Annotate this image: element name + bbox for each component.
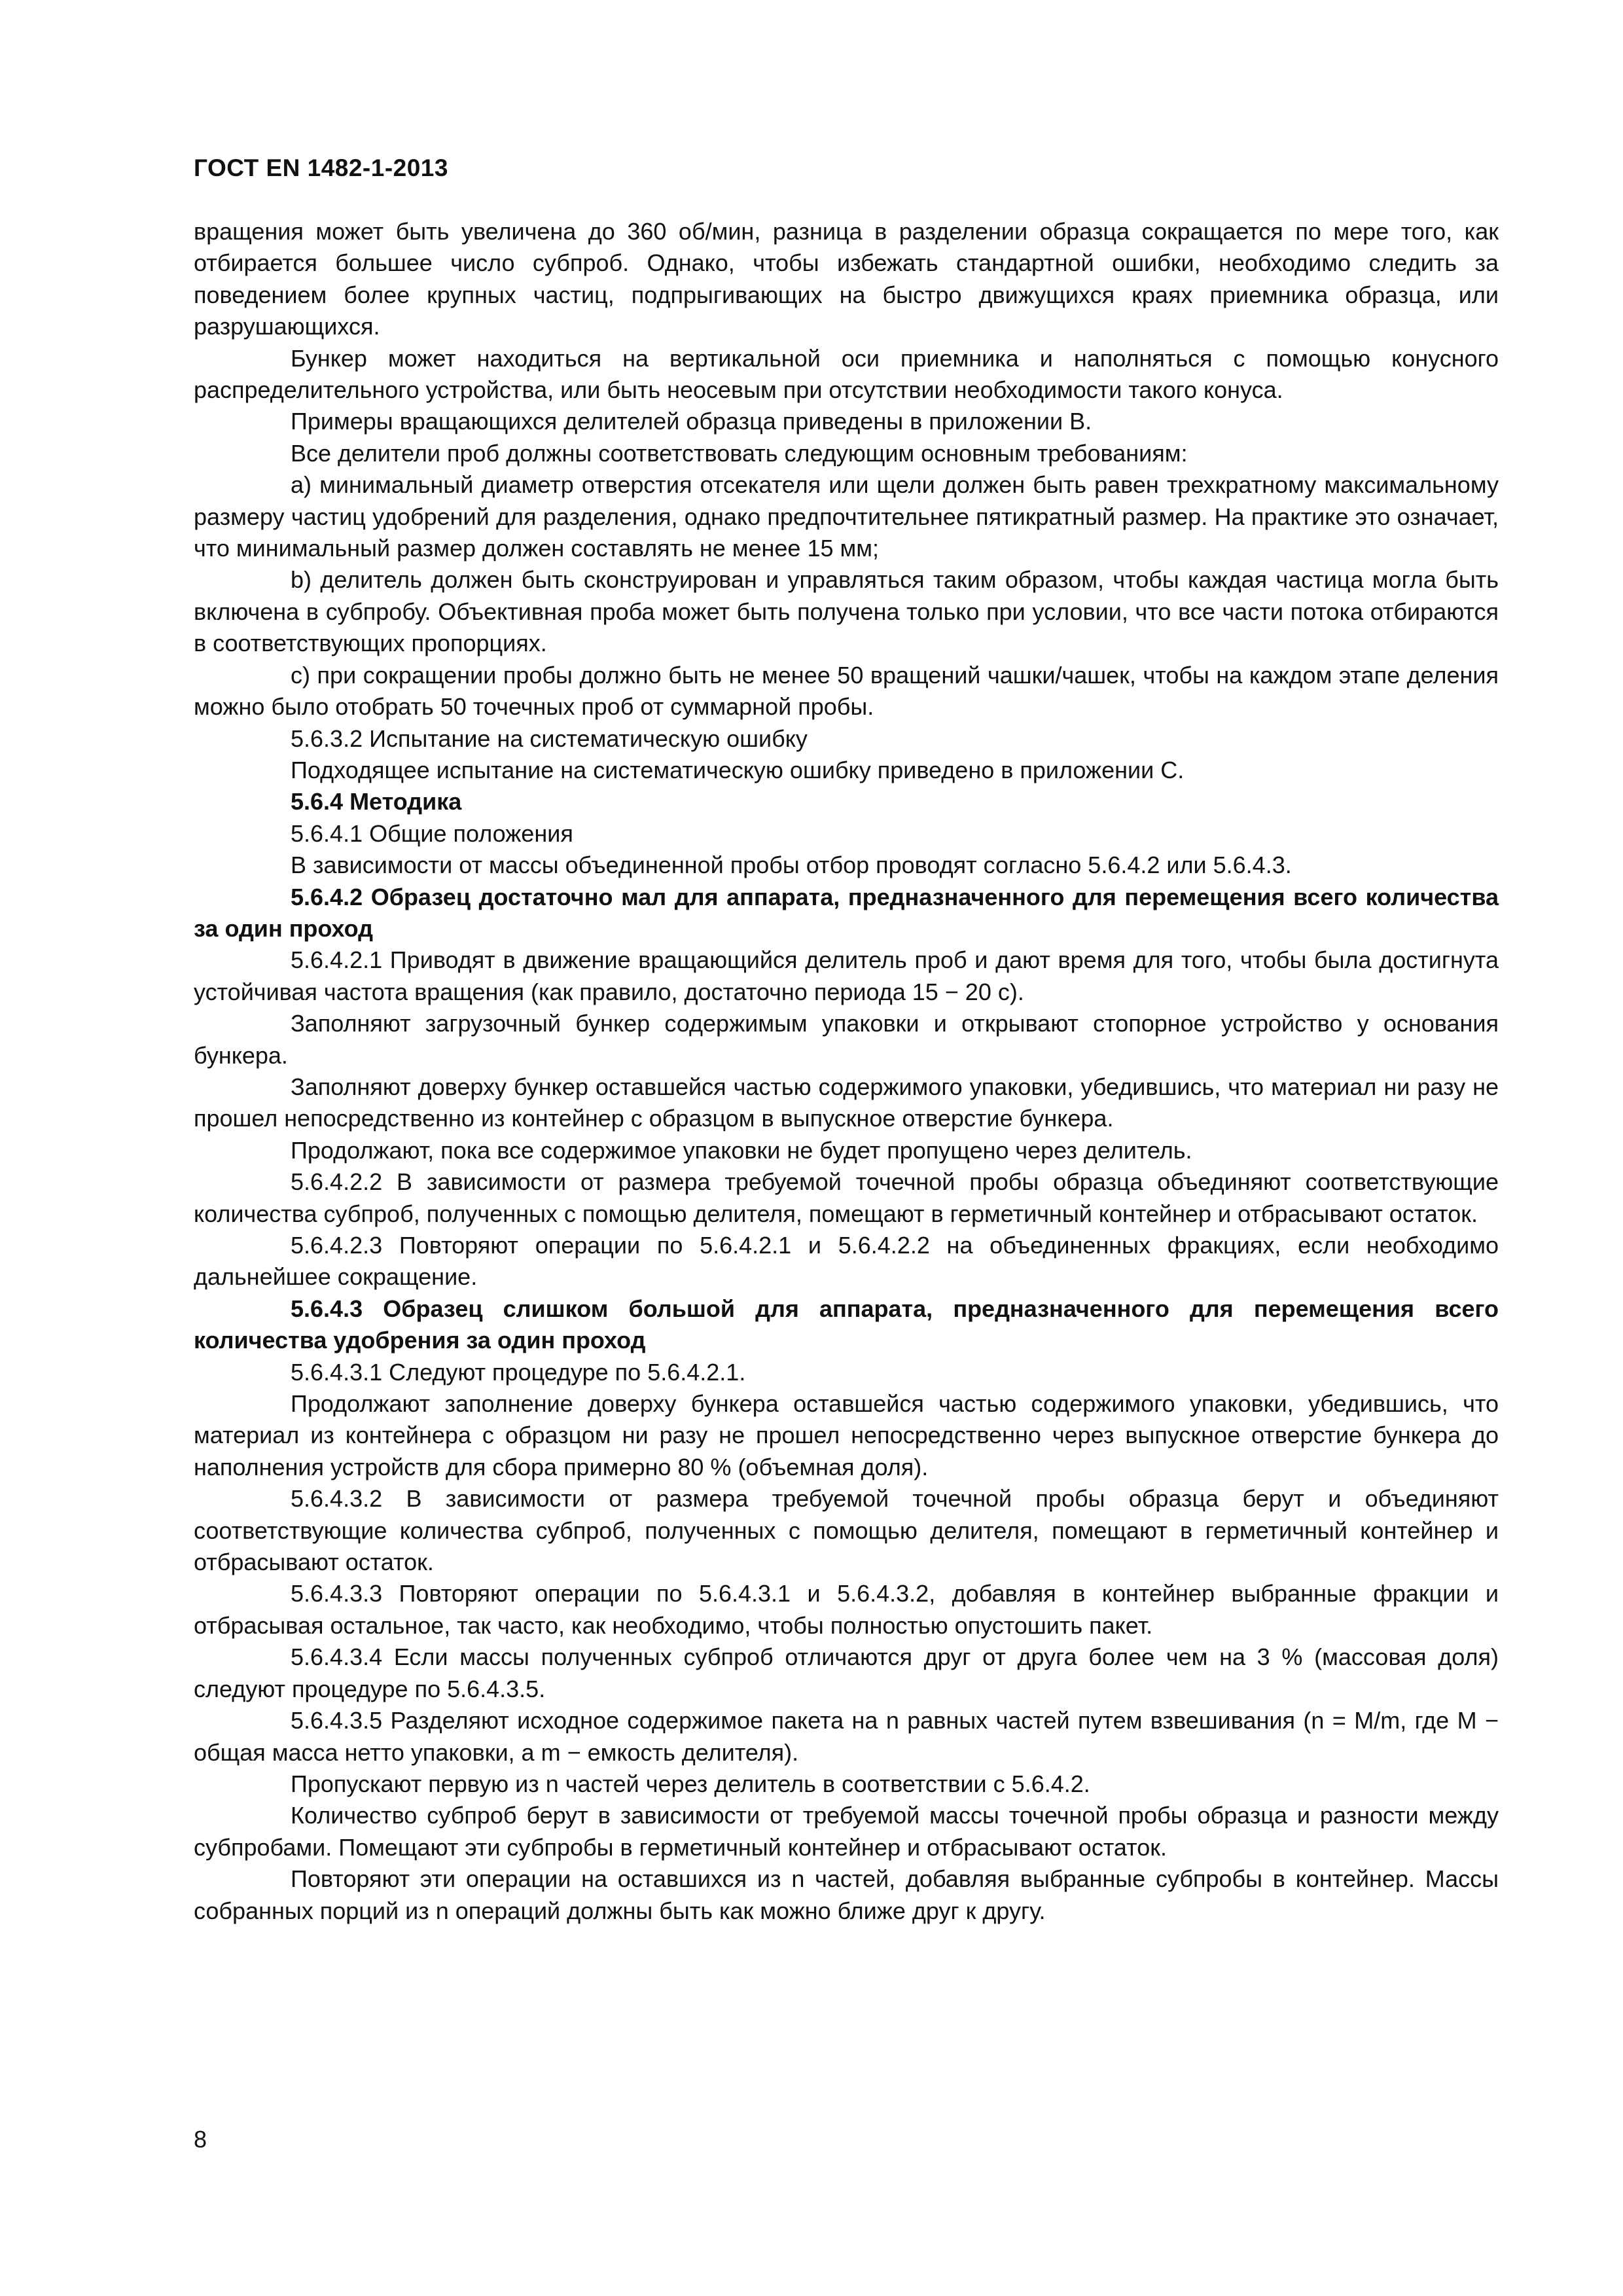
- paragraph: Количество субпроб берут в зависимости от требуемой массы точечной пробы образца и разности между субпробами. Помещают эти субпробы в герметичный контейнер и отбрасывают остаток.: [194, 1802, 1499, 1861]
- paragraph: Примеры вращающихся делителей образца приведены в приложении В.: [291, 408, 1092, 435]
- paragraph: Продолжают заполнение доверху бункера оставшейся частью содержимого упаковки, убедившись, что материал из контейнера с образцом ни разу не прошел непосредственно через выпускное отверстие бункера до наполнения устройств для сбора примерно 80 % (объемная доля).: [194, 1390, 1499, 1480]
- paragraph: Повторяют эти операции на оставшихся из n частей, добавляя выбранные субпробы в контейнер. Массы собранных порций из n операций должны быть как можно ближе друг к другу.: [194, 1865, 1499, 1924]
- paragraph: Все делители проб должны соответствовать следующим основным требованиям:: [291, 439, 1188, 467]
- section-heading: 5.6.4.3 Образец слишком большой для аппарата, предназначенного для перемещения всего количества удобрения за один проход: [194, 1295, 1499, 1354]
- body-text: [194, 216, 1499, 1927]
- paragraph: Продолжают, пока все содержимое упаковки не будет пропущено через делитель.: [291, 1136, 1192, 1164]
- paragraph: с) при сокращении пробы должно быть не менее 50 вращений чашки/чашек, чтобы на каждом этапе деления можно было отобрать 50 точечных проб от суммарной пробы.: [194, 661, 1499, 721]
- paragraph: 5.6.4.3.3 Повторяют операции по 5.6.4.3.1 и 5.6.4.3.2, добавляя в контейнер выбранные фракции и отбрасывая остальное, так часто, как необходимо, чтобы полностью опустошить пакет.: [194, 1580, 1499, 1639]
- paragraph: В зависимости от массы объединенной пробы отбор проводят согласно 5.6.4.2 или 5.6.4.3.: [291, 852, 1292, 879]
- paragraph: Пропускают первую из n частей через делитель в соответствии с 5.6.4.2.: [291, 1770, 1090, 1797]
- paragraph: 5.6.3.2 Испытание на систематическую ошибку: [291, 725, 808, 752]
- section-heading: 5.6.4.2 Образец достаточно мал для аппарата, предназначенного для перемещения всего количества за один проход: [194, 883, 1499, 942]
- document-code-header: ГОСТ EN 1482-1-2013: [194, 154, 448, 181]
- paragraph: 5.6.4.3.4 Если массы полученных субпроб отличаются друг от друга более чем на 3 % (массовая доля) следуют процедуре по 5.6.4.3.5.: [194, 1643, 1499, 1702]
- paragraph: 5.6.4.2.2 В зависимости от размера требуемой точечной пробы образца объединяют соответствующие количества субпроб, полученных с помощью делителя, помещают в герметичный контейнер и отбрасывают остаток.: [194, 1168, 1499, 1227]
- paragraph: Бункер может находиться на вертикальной оси приемника и наполняться с помощью конусного распределительного устройства, или быть неосевым при отсутствии необходимости такого конуса.: [194, 344, 1499, 404]
- paragraph: Заполняют загрузочный бункер содержимым упаковки и открывают стопорное устройство у основания бункера.: [194, 1010, 1499, 1069]
- paragraph: а) минимальный диаметр отверстия отсекателя или щели должен быть равен трехкратному максимальному размеру частиц удобрений для разделения, однако предпочтительнее пятикратный размер. На практике это означает, что минимальный размер должен составлять не менее 15 мм;: [194, 471, 1499, 562]
- paragraph: 5.6.4.3.2 В зависимости от размера требуемой точечной пробы образца берут и объединяют соответствующие количества субпроб, полученных с помощью делителя, помещают в герметичный контейнер и отбрасывают остаток.: [194, 1485, 1499, 1576]
- paragraph: вращения может быть увеличена до 360 об/мин, разница в разделении образца сокращается по мере того, как отбирается большее число субпроб. Однако, чтобы избежать стандартной ошибки, необходимо следить за поведением более крупных частиц, подпрыгивающих на быстро движущихся краях приемника образца, или разрушающихся.: [194, 218, 1499, 340]
- paragraph: 5.6.4.2.3 Повторяют операции по 5.6.4.2.1 и 5.6.4.2.2 на объединенных фракциях, если необходимо дальнейшее сокращение.: [194, 1232, 1499, 1291]
- paragraph: Заполняют доверху бункер оставшейся частью содержимого упаковки, убедившись, что материал ни разу не прошел непосредственно из контейнер с образцом в выпускное отверстие бункера.: [194, 1073, 1499, 1132]
- section-heading: 5.6.4 Методика: [291, 788, 462, 816]
- page-number: 8: [194, 2126, 207, 2153]
- paragraph: 5.6.4.2.1 Приводят в движение вращающийся делитель проб и дают время для того, чтобы была достигнута устойчивая частота вращения (как правило, достаточно периода 15 − 20 с).: [194, 946, 1499, 1005]
- paragraph: Подходящее испытание на систематическую ошибку приведено в приложении С.: [291, 756, 1185, 783]
- paragraph: 5.6.4.1 Общие положения: [291, 819, 573, 847]
- paragraph: 5.6.4.3.1 Следуют процедуре по 5.6.4.2.1.: [291, 1358, 746, 1386]
- paragraph: b) делитель должен быть сконструирован и управляться таким образом, чтобы каждая частица могла быть включена в субпробу. Объективная проба может быть получена только при условии, что все части потока отбираются в соответствующих пропорциях.: [194, 566, 1499, 657]
- paragraph: 5.6.4.3.5 Разделяют исходное содержимое пакета на n равных частей путем взвешивания (n = M/m, где M − общая масса нетто упаковки, а m − емкость делителя).: [194, 1707, 1499, 1766]
